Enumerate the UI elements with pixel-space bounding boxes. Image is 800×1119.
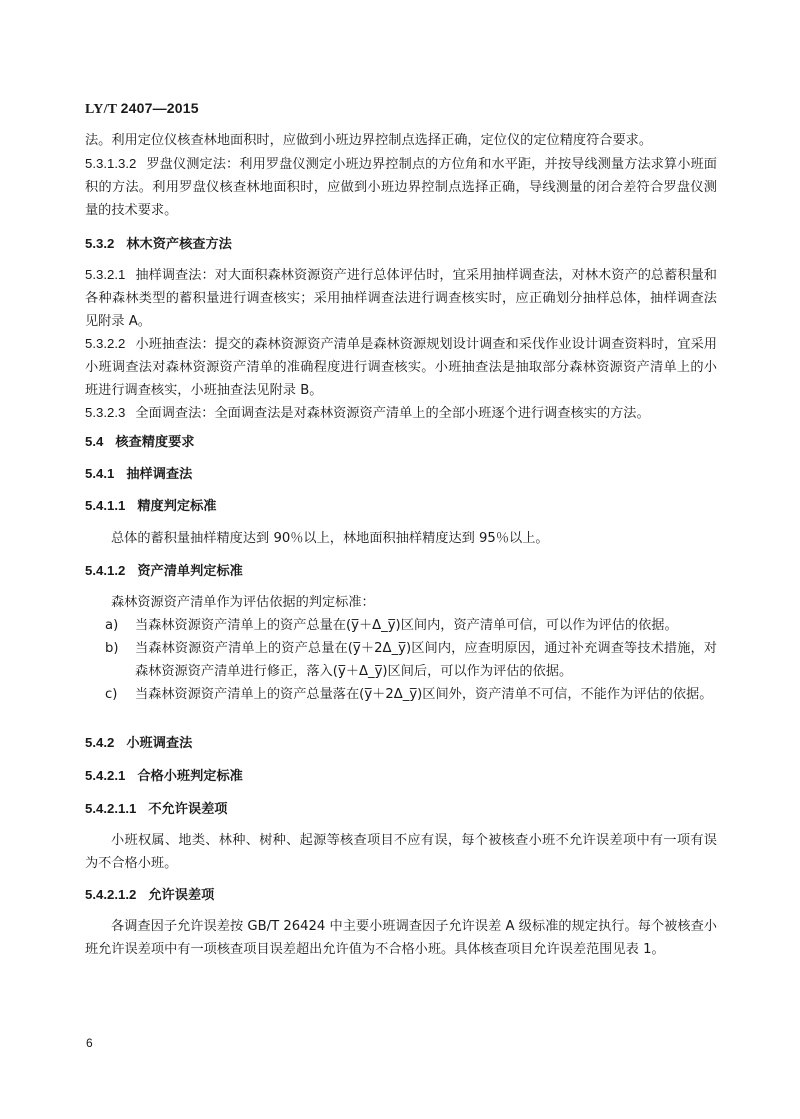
- clause-text: 罗盘仪测定法：利用罗盘仪测定小班边界控制点的方位角和水平距，并按导线测量方法求算小班面积的方法。利用罗盘仪核查林地面积时，应做到小班边界控制点选择正确，导线测量的闭合差符合罗盘仪测量的技术要求。: [85, 157, 717, 218]
- heading-number: 5.4.1.2: [85, 563, 126, 578]
- heading-5-4-2-1: [85, 766, 243, 787]
- continuation-paragraph: 法。利用定位仪核查林地面积时，应做到小班边界控制点选择正确，定位仪的定位精度符合要求。: [85, 133, 653, 148]
- clause-text: 抽样调查法：对大面积森林资源资产进行总体评估时，宜采用抽样调查法，对林木资产的总蓄积量和各种森林类型的蓄积量进行调查核实；采用抽样调查法进行调查核实时，应正确划分抽样总体，抽样调查法见附录 A。: [85, 268, 717, 329]
- heading-title: 不允许误差项: [148, 802, 228, 817]
- heading-number: 5.4.1.1: [85, 498, 126, 513]
- clause-5-3-2-1: [85, 263, 717, 333]
- heading-5-4-1-2: [85, 561, 243, 582]
- list-item-b: [105, 637, 717, 683]
- heading-number: 5.4.2.1.1: [85, 801, 137, 816]
- heading-number: 5.4.1: [85, 466, 115, 481]
- heading-title: 允许误差项: [148, 888, 215, 903]
- heading-number: 5.3.2: [85, 236, 115, 251]
- clause-number: 5.3.2.2: [85, 336, 126, 351]
- heading-title: 精度判定标准: [137, 499, 217, 514]
- paragraph-5-4-1-2: 森林资源资产清单作为评估依据的判定标准：: [111, 595, 375, 610]
- list-marker: b): [105, 641, 119, 656]
- heading-title: 小班调查法: [126, 736, 193, 751]
- paragraph-5-4-2-1-1: 小班权属、地类、林种、树种、起源等核查项目不应有误，每个被核查小班不允许误差项中有一项有误为不合格小班。: [85, 833, 717, 871]
- list-text: 当森林资源资产清单上的资产总量在(y̅＋2Δ_y̅)区间内，应查明原因，通过补充调查等技术措施，对森林资源资产清单进行修正，落入(y̅＋Δ_y̅)区间后，可以作为评估的依据。: [135, 641, 717, 679]
- paragraph-5-4-1-1: 总体的蓄积量抽样精度达到 90％以上，林地面积抽样精度达到 95％以上。: [111, 531, 549, 546]
- heading-number: 5.4.2: [85, 735, 115, 750]
- heading-title: 核查精度要求: [115, 435, 195, 450]
- heading-5-4-2-1-1: [85, 799, 227, 820]
- list-marker: a): [105, 618, 119, 633]
- heading-number: 5.4.2.1.2: [85, 887, 137, 902]
- standard-code-number: 2407—2015: [120, 100, 199, 116]
- clause-number: 5.3.2.1: [85, 267, 126, 282]
- list-marker: c): [105, 687, 118, 702]
- standard-code-prefix: LY/T: [85, 102, 117, 117]
- list-item-c: [105, 683, 717, 706]
- list-text: 当森林资源资产清单上的资产总量在(y̅＋Δ_y̅)区间内，资产清单可信，可以作为评估的依据。: [135, 618, 678, 633]
- heading-5-3-2: [85, 234, 232, 255]
- page-number: 6: [86, 1036, 93, 1050]
- heading-title: 抽样调查法: [126, 467, 193, 482]
- paragraph-5-4-2-1-2: 各调查因子允许误差按 GB/T 26424 中主要小班调查因子允许误差 A 级标准的规定执行。每个被核查小班允许误差项中有一项核查项目误差超出允许值为不合格小班。具体核查项目允许误差范围见表 1。: [85, 919, 717, 957]
- clause-number: 5.3.1.3.2: [85, 156, 137, 171]
- heading-5-4-1: [85, 464, 192, 485]
- list-text: 当森林资源资产清单上的资产总量落在(y̅＋2Δ_y̅)区间外，资产清单不可信，不能作为评估的依据。: [135, 687, 713, 702]
- clause-5-3-2-2: [85, 332, 717, 402]
- heading-5-4-2-1-2: [85, 885, 214, 906]
- list-item-a: [105, 614, 717, 637]
- heading-title: 合格小班判定标准: [137, 769, 243, 784]
- heading-5-4-1-1: [85, 496, 216, 517]
- heading-number: 5.4: [85, 434, 104, 449]
- heading-5-4-2: [85, 733, 192, 754]
- clause-5-3-2-3: [85, 401, 717, 425]
- clause-5-3-1-3-2: [85, 152, 717, 222]
- clause-number: 5.3.2.3: [85, 405, 126, 420]
- standard-code: [85, 100, 199, 118]
- heading-number: 5.4.2.1: [85, 768, 126, 783]
- heading-title: 资产清单判定标准: [137, 564, 243, 579]
- clause-text: 全面调查法：全面调查法是对森林资源资产清单上的全部小班逐个进行调查核实的方法。: [135, 406, 650, 421]
- clause-text: 小班抽查法：提交的森林资源资产清单是森林资源规划设计调查和采伐作业设计调查资料时，宜采用小班调查法对森林资源资产清单的准确程度进行调查核实。小班抽查法是抽取部分森林资源资产清单上的小班进行调查核实，小班抽查法见附录 B。: [85, 337, 717, 398]
- heading-title: 林木资产核查方法: [126, 237, 232, 252]
- heading-5-4: [85, 432, 194, 453]
